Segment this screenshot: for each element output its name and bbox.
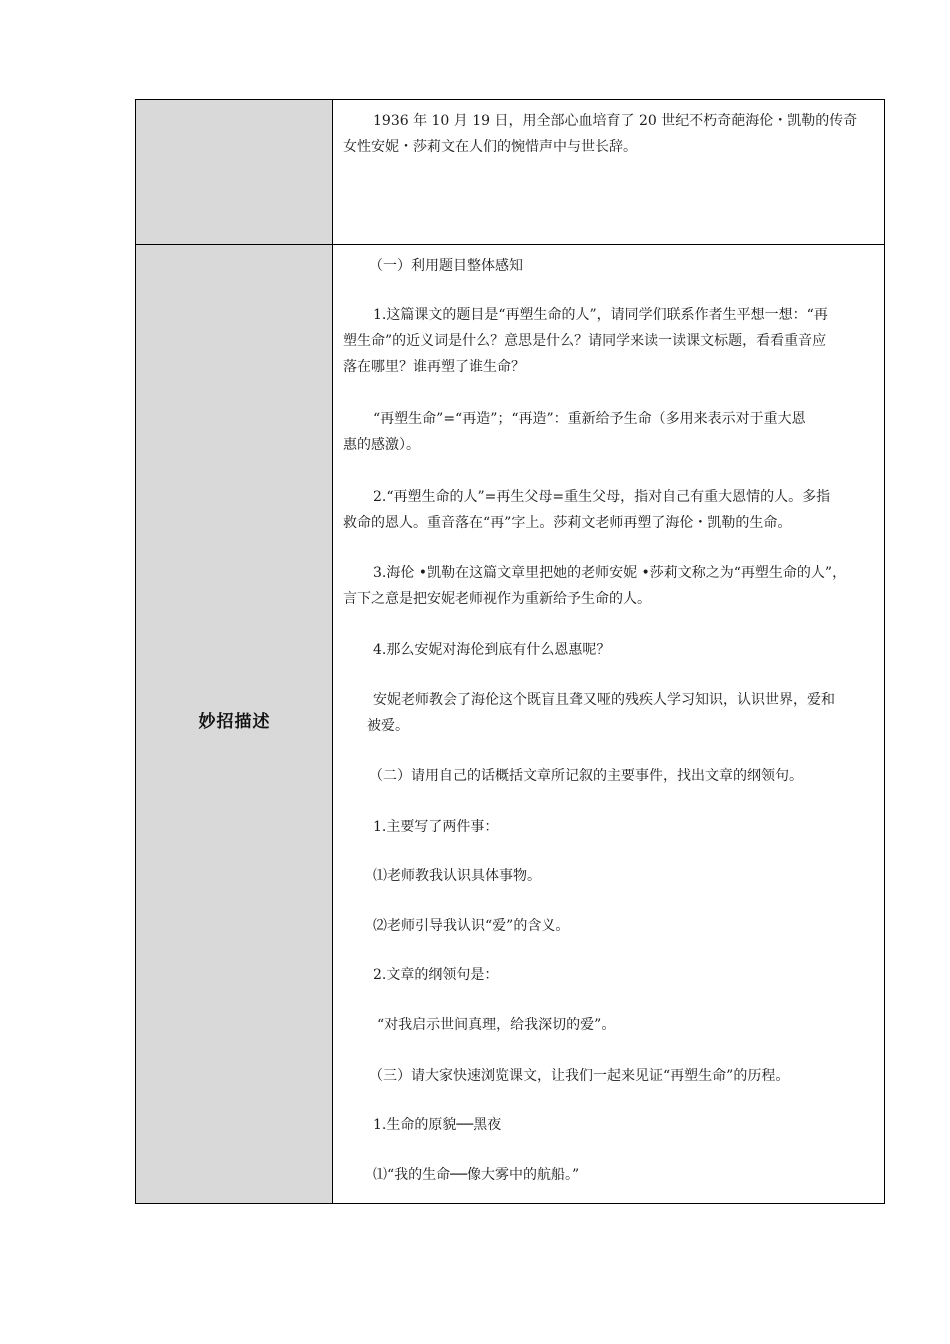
paragraph-line: 2.文章的纲领句是： bbox=[373, 967, 499, 983]
paragraph-line: ⑴老师教我认识具体事物。 bbox=[373, 868, 541, 884]
paragraph-line: 2.“再塑生命的人”=再生父母=重生父母，指对自己有重大恩情的人。多指 bbox=[373, 489, 831, 505]
paragraph-line: ⑴“我的生命──像大雾中的航船。” bbox=[373, 1167, 580, 1183]
lesson-table bbox=[135, 99, 885, 1204]
paragraph-line: 塑生命”的近义词是什么？意思是什么？请同学来读一读课文标题，看看重音应 bbox=[343, 333, 827, 349]
paragraph-line: 1.这篇课文的题目是“再塑生命的人”，请同学们联系作者生平想一想：“再 bbox=[373, 307, 828, 323]
intro-line-2: 女性安妮・莎莉文在人们的惋惜声中与世长辞。 bbox=[343, 139, 637, 155]
paragraph-line: ⑵老师引导我认识“爱”的含义。 bbox=[373, 918, 570, 934]
section-heading-2: （二）请用自己的话概括文章所记叙的主要事件，找出文章的纲领句。 bbox=[369, 768, 803, 784]
row-label-method: 妙招描述 bbox=[198, 712, 271, 732]
intro-cell bbox=[333, 100, 884, 244]
intro-line-1: 1936 年 10 月 19 日，用全部心血培育了 20 世纪不朽奇葩海伦・凯勒的传奇 bbox=[373, 113, 858, 129]
section-heading-1: （一）利用题目整体感知 bbox=[369, 258, 523, 274]
paragraph-line: 3.海伦 •凯勒在这篇文章里把她的老师安妮 •莎莉文称之为“再塑生命的人”， bbox=[373, 565, 847, 581]
paragraph-line: 惠的感激）。 bbox=[343, 437, 420, 453]
table-row-intro bbox=[136, 100, 884, 245]
paragraph-line: 安妮老师教会了海伦这个既盲且聋又哑的残疾人学习知识，认识世界，爱和 bbox=[373, 692, 835, 708]
paragraph-line: 4.那么安妮对海伦到底有什么恩惠呢？ bbox=[373, 642, 611, 658]
paragraph-line: 1.主要写了两件事： bbox=[373, 819, 499, 835]
paragraph-line: “再塑生命”=“再造”；“再造”：重新给予生命（多用来表示对于重大恩 bbox=[373, 411, 806, 427]
paragraph-line: 救命的恩人。重音落在“再”字上。莎莉文老师再塑了海伦・凯勒的生命。 bbox=[343, 515, 792, 531]
paragraph-line: 言下之意是把安妮老师视作为重新给予生命的人。 bbox=[343, 591, 651, 607]
paragraph-line: “对我启示世间真理，给我深切的爱”。 bbox=[377, 1017, 616, 1033]
paragraph-line: 被爱。 bbox=[367, 718, 409, 734]
section-heading-3: （三）请大家快速浏览课文，让我们一起来见证“再塑生命”的历程。 bbox=[369, 1068, 790, 1084]
table-row-method bbox=[136, 245, 884, 1203]
row-label-cell-empty bbox=[136, 100, 333, 244]
method-content-cell bbox=[333, 245, 884, 1203]
paragraph-line: 1.生命的原貌──黑夜 bbox=[373, 1117, 502, 1133]
row-label-cell bbox=[136, 245, 333, 1203]
paragraph-line: 落在哪里？谁再塑了谁生命？ bbox=[343, 359, 525, 375]
